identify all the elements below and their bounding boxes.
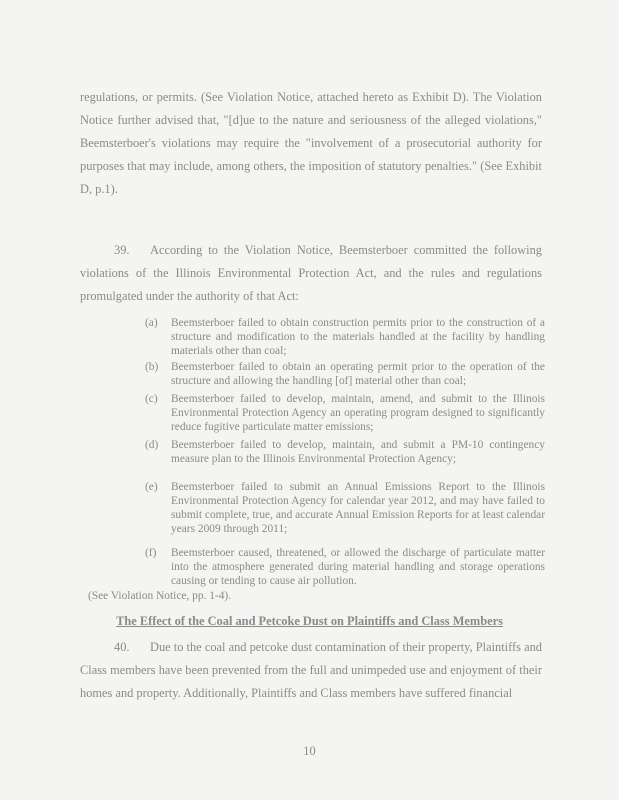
list-item [145, 438, 545, 466]
page-number: 10 [303, 744, 316, 758]
list-item-label: (a) [145, 317, 158, 329]
paragraph-number: 39. [114, 243, 130, 257]
list-item [145, 546, 545, 588]
paragraph-text: According to the Violation Notice, Beemsterboer committed the following violations of the Illinois Environmental Protection Act, and the rules and regulations promulgated under the authority of that Act: [80, 243, 542, 303]
list-item-label: (d) [145, 439, 159, 451]
list-item-text: Beemsterboer failed to obtain an operating permit prior to the operation of the structure and allowing the handling [of] material other than coal; [171, 361, 545, 387]
list-item [145, 480, 545, 536]
paragraph-text: Due to the coal and petcoke dust contamination of their property, Plaintiffs and Class members have been prevented from the full and unimpeded use and enjoyment of their homes and property. Additionally, Plaintiffs and Class members have suffered financial [80, 640, 542, 700]
list-item-label: (f) [145, 547, 157, 559]
list-item-text: Beemsterboer caused, threatened, or allowed the discharge of particulate matter into the atmosphere generated during material handling and storage operations causing or tending to cause air pollution. [171, 547, 545, 587]
paragraph-continued [80, 86, 542, 201]
list-item-label: (b) [145, 361, 159, 373]
list-item [145, 360, 545, 388]
list-item-text: Beemsterboer failed to develop, maintain, and submit a PM-10 contingency measure plan to the Illinois Environmental Protection Agency; [171, 439, 545, 465]
section-heading: The Effect of the Coal and Petcoke Dust on Plaintiffs and Class Members [116, 614, 503, 628]
list-item-label: (e) [145, 481, 158, 493]
paragraph-39 [80, 239, 542, 308]
list-item-text: Beemsterboer failed to obtain construction permits prior to the construction of a structure and modification to the materials handled at the facility by handling materials other than coal; [171, 317, 545, 357]
paragraph-text: regulations, or permits. (See Violation Notice, attached hereto as Exhibit D). The Violation Notice further advised that, "[d]ue to the nature and seriousness of the alleged violations," Beemsterboer's violations may require the "involvement of a prosecutorial authority for purposes that may include, among others, the imposition of statutory penalties." (See Exhibit D, p.1). [80, 90, 542, 196]
paragraph-number: 40. [114, 640, 130, 654]
list-item [145, 316, 545, 358]
list-item [145, 392, 545, 434]
list-item-label: (c) [145, 393, 158, 405]
paragraph-40 [80, 636, 542, 705]
citation: (See Violation Notice, pp. 1-4). [88, 590, 232, 602]
list-item-text: Beemsterboer failed to develop, maintain, amend, and submit to the Illinois Environmental Protection Agency an operating program designed to significantly reduce fugitive particulate matter emissions; [171, 393, 545, 433]
list-item-text: Beemsterboer failed to submit an Annual Emissions Report to the Illinois Environmental Protection Agency for calendar year 2012, and may have failed to submit complete, true, and accurate Annual Emission Reports for at least calendar years 2009 through 2011; [171, 481, 545, 535]
